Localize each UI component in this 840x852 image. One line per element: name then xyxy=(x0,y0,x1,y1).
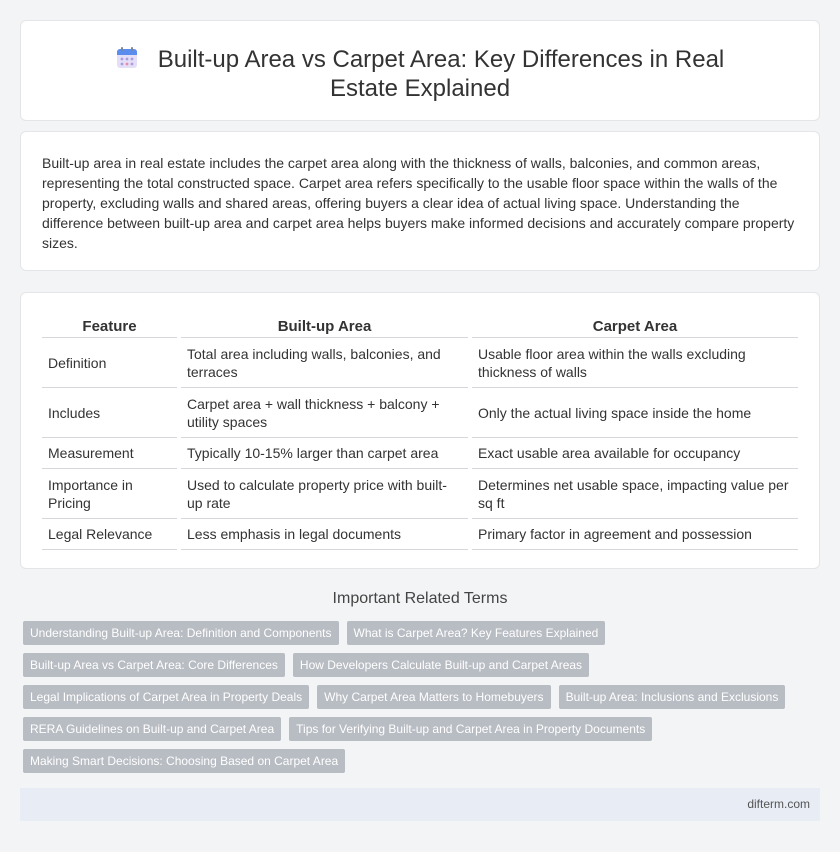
cell-carpet: Usable floor area within the walls excluding thickness of walls xyxy=(470,338,798,388)
footer-site-name: difterm.com xyxy=(747,797,810,811)
table-row xyxy=(42,338,798,388)
related-term-link[interactable]: Tips for Verifying Built-up and Carpet Area in Property Documents xyxy=(289,717,652,741)
cell-feature: Legal Relevance xyxy=(42,519,179,550)
title-card xyxy=(20,20,820,121)
table-row xyxy=(42,519,798,550)
related-terms-list xyxy=(23,621,813,773)
cell-feature: Includes xyxy=(42,388,179,438)
cell-feature: Definition xyxy=(42,338,179,388)
footer xyxy=(20,788,820,821)
description-card xyxy=(20,131,820,271)
table-row xyxy=(42,438,798,469)
comparison-table xyxy=(42,315,798,550)
cell-built-up: Less emphasis in legal documents xyxy=(179,519,470,550)
cell-carpet: Determines net usable space, impacting value per sq ft xyxy=(470,469,798,519)
comparison-card xyxy=(20,292,820,569)
cell-built-up: Used to calculate property price with built-up rate xyxy=(179,469,470,519)
related-term-link[interactable]: Built-up Area vs Carpet Area: Core Differences xyxy=(23,653,285,677)
cell-built-up: Carpet area + wall thickness + balcony + utility spaces xyxy=(179,388,470,438)
table-row xyxy=(42,388,798,438)
description-text: Built-up area in real estate includes the carpet area along with the thickness of walls, balconies, and common areas, representing the total constructed space. Carpet area refers specifically to the usable floor space within the walls of the property, excluding walls and shared areas, offering buyers a clear idea of actual living space. Understanding the difference between built-up area and carpet area helps buyers make informed decisions and accurately compare property sizes. xyxy=(42,155,795,251)
related-term-link[interactable]: What is Carpet Area? Key Features Explained xyxy=(347,621,606,645)
page-title: Built-up Area vs Carpet Area: Key Differences in Real Estate Explained xyxy=(157,46,725,102)
cell-feature: Measurement xyxy=(42,438,179,469)
cell-carpet: Only the actual living space inside the home xyxy=(470,388,798,438)
related-term-link[interactable]: Built-up Area: Inclusions and Exclusions xyxy=(559,685,786,709)
related-term-link[interactable]: How Developers Calculate Built-up and Carpet Areas xyxy=(293,653,589,677)
cell-carpet: Primary factor in agreement and possession xyxy=(470,519,798,550)
header-feature: Feature xyxy=(42,315,179,338)
table-header-row xyxy=(42,315,798,338)
calendar-icon xyxy=(116,47,138,69)
related-term-link[interactable]: RERA Guidelines on Built-up and Carpet Area xyxy=(23,717,281,741)
header-carpet-area: Carpet Area xyxy=(470,315,798,338)
page-title-wrap xyxy=(21,45,819,103)
cell-feature: Importance in Pricing xyxy=(42,469,179,519)
cell-built-up: Total area including walls, balconies, and terraces xyxy=(179,338,470,388)
related-terms-heading: Important Related Terms xyxy=(332,590,508,607)
table-row xyxy=(42,469,798,519)
cell-carpet: Exact usable area available for occupancy xyxy=(470,438,798,469)
cell-built-up: Typically 10-15% larger than carpet area xyxy=(179,438,470,469)
header-built-up-area: Built-up Area xyxy=(179,315,470,338)
related-term-link[interactable]: Why Carpet Area Matters to Homebuyers xyxy=(317,685,550,709)
related-term-link[interactable]: Making Smart Decisions: Choosing Based on Carpet Area xyxy=(23,749,345,773)
related-term-link[interactable]: Legal Implications of Carpet Area in Property Deals xyxy=(23,685,309,709)
related-term-link[interactable]: Understanding Built-up Area: Definition and Components xyxy=(23,621,339,645)
